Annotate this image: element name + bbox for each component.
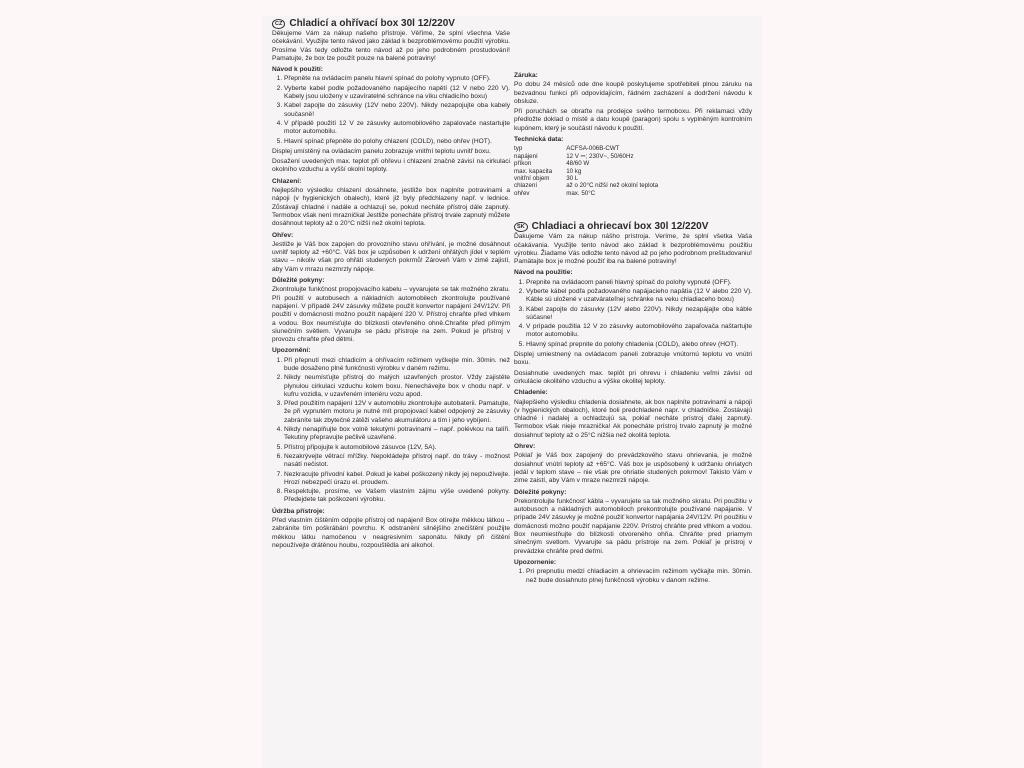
sk-usage-heading: Návod na použitie: bbox=[514, 269, 573, 277]
sk-title-text: Chladiaci a ohriecaví box 30l 12/220V bbox=[531, 221, 709, 233]
cz-max-text: Dosažení uvedených max. teplot při ohřevu i chlazení značně závisí na cirkulaci okolního vzduchu a vyšší okolní teploty. bbox=[272, 158, 510, 174]
list-item: 5. Hlavný spínač prepnite do polohy chladenia (COLD), alebo ohrev (HOT). bbox=[526, 341, 752, 349]
cz-cooling-text: Nejlepšího výsledku chlazení dosáhnete, jestliže box naplníte potravinami a nápoji (v hygienických obalech), které již byly předchlazeny např. v lednice. Zůstávají chladné i nadále a ochlazují se, pokud necháte přístroj dále zapnutý. Termobox však není mrazničkal Jestliže ponecháte přístroj trvale zapnutý můžete dosáhnout teploty až o 20°C nižší než okolní teplota. bbox=[272, 187, 510, 228]
list-item: 3. Kabel zapojte do zásuvky (12V nebo 220V). Nikdy nezapojujte oba kabely současně! bbox=[284, 102, 510, 119]
table-row bbox=[514, 168, 672, 175]
sk-max-text: Dosiahnutie uvedených max. teplôt pri ohrevu i chladeniu veľmi závisí od cirkulácie okolitého vzduchu a výške okolitej teploty. bbox=[514, 369, 752, 385]
sk-display-text: Displej umiestnený na ovládacom paneli zobrazuje vnútornú teplotu vo vnútri boxu. bbox=[514, 351, 752, 367]
column-right bbox=[514, 16, 752, 587]
spec-value: 30 L bbox=[566, 175, 579, 182]
spec-label: příkon bbox=[514, 160, 532, 168]
list-item: 1. Prepnite na ovládacom paneli hlavný spínač do polohy vypnuté (OFF). bbox=[526, 279, 752, 287]
table-row bbox=[514, 145, 672, 152]
cz-usage-list bbox=[272, 75, 510, 145]
sk-cooling-text: Najlepšieho výsledku chladenia dosiahnete, ak box naplníte potravinami a nápoji (v hygienických obaloch), ktoré boli predchladené napr. v chladničke. Zostávajú chladné i nadalej a ochladzujú sa, pokiaľ necháte prístroj ďalej zapnutý. Termobox však nieje mraznička! Ak ponecháte prístroj trvalo zapnutý je možné dosiahnuť teploty až o 25°C nižšia než okolitá teplota. bbox=[514, 398, 752, 439]
spec-value: 48/60 W bbox=[566, 160, 590, 168]
cz-flag-badge: CZ bbox=[272, 19, 285, 29]
table-row bbox=[514, 190, 672, 197]
sk-cooling-heading: Chladenie: bbox=[514, 389, 548, 397]
cz-title bbox=[272, 18, 510, 29]
cz-intro: Děkujeme Vám za nákup našeho přístroje. Věříme, že splní všechna Vaše očekávání. Využijte tento návod jako základ k bezproblémovému použití výrobku. Prosíme Vás tedy odložte tento návod až po jeho podrobném prostudování! Pamatujte, že box lze použít pouze na balené potraviny! bbox=[272, 30, 510, 62]
cz-usage-heading: Návod k použití: bbox=[272, 66, 323, 74]
cz-notes-heading: Důležité pokyny: bbox=[272, 277, 325, 285]
table-row bbox=[514, 175, 672, 182]
cz-heating-heading: Ohřev: bbox=[272, 231, 294, 239]
cz-cooling-heading: Chlazení: bbox=[272, 177, 302, 185]
cz-warn-heading: Upozornění: bbox=[272, 347, 311, 355]
column-cz bbox=[272, 16, 510, 552]
cz-display-text: Displej umístěný na ovládacím panelu zobrazuje vnitřní teplotu uvnitř boxu. bbox=[272, 147, 491, 155]
cz-maintenance-heading: Údržba přístroje: bbox=[272, 507, 325, 515]
cz-warranty-text-2: Při poruchách se obraťte na prodejce svého termoboxu. Při reklamaci vždy předložte doklad o místě a datu koupě (paragon) spolu s vyplněným kontrolním kupónem, který je součástí návodu k použití. bbox=[514, 108, 752, 132]
list-item: 8. Respektujte, prosíme, ve Vašem vlastním zájmu výše uvedené pokyny. Předejdete tak poškození výrobku. bbox=[284, 488, 510, 505]
list-item: 5. Hlavní spínač přepněte do polohy chlazení (COLD), nebo ohřev (HOT). bbox=[284, 138, 510, 146]
cz-tech-heading: Technická data: bbox=[514, 136, 564, 144]
list-item: 4. V prípade použitia 12 V zo zásuvky automobilového zapaľovača naštartujte motor automobilu. bbox=[526, 323, 752, 340]
list-item: 5. Přístroj připojujte k automobilové zásuvce (12V, 5A). bbox=[284, 444, 510, 452]
spec-label: ohřev bbox=[514, 189, 530, 197]
sk-heating-text: Pokiaľ je Váš box zapojený do prevádzkového stavu ohrievania, je možné dosiahnuť vnútri teploty až +65°C. Váš box je uspôsobený k udržaniu ohriatych jedál v teplom stave – nie však pre ohriatie studených pokrmov! Takisto Vám v zime zaistí, aby Vám v mraze nezmrzli nápoje. bbox=[514, 452, 752, 485]
sk-warn-heading: Upozornenie: bbox=[514, 558, 557, 566]
table-row bbox=[514, 153, 672, 160]
spec-value: 10 kg bbox=[566, 167, 582, 175]
sk-heating-heading: Ohrev: bbox=[514, 443, 536, 451]
sk-warn-list bbox=[514, 568, 752, 585]
spec-label: max. kapacita bbox=[514, 167, 553, 175]
list-item: 1. Pri prepnutiu medzi chladiacim a ohrievacím režimom vyčkajte min. 30min. než bude dosiahnuto plnej funkčnosti výrobku v danom režime. bbox=[526, 568, 752, 585]
list-item: 3. Kábel zapojte do zásuvky (12V alebo 220V). Nikdy nezapájajte oba káble súčasne! bbox=[526, 306, 752, 323]
sk-title bbox=[514, 221, 752, 232]
spec-value: max. 50°C bbox=[566, 189, 596, 197]
spec-value: až o 20°C nižší než okolní teplota bbox=[566, 182, 659, 190]
list-item: 2. Vyberte kábel podľa požadovaného napájacieho napätia (12 V alebo 220 V). Káble sú uložené v uzatvárateľnej schránke na veku chladiaceho boxu) bbox=[526, 288, 752, 305]
spec-value: ACFSA-006B-CWT bbox=[566, 145, 620, 153]
list-item: 1. Přepněte na ovládacím panelu hlavní spínač do polohy vypnuto (OFF). bbox=[284, 75, 510, 83]
spec-label: chlazení bbox=[514, 182, 538, 190]
spec-label: typ bbox=[514, 145, 523, 153]
cz-title-text: Chladicí a ohřívací box 30l 12/220V bbox=[289, 18, 455, 29]
list-item: 7. Nezkracujte přívodní kabel. Pokud je kabel poškozený nikdy jej nepoužívejte. Hrozí nebezpečí úrazu el. proudem. bbox=[284, 471, 510, 488]
list-item: 4. V případě použití 12 V ze zásuvky automobilového zapalovače nastartujte motor automobilu. bbox=[284, 120, 510, 137]
list-item: 2. Nikdy neumísťujte přístroj do malých uzavřených prostor. Vždy zajistěte plynulou cirkulaci vzduchu kolem boxu. Nenechávejte box v chodu např. v kufru vozidla, v uzavřeném interiéru vozu apod. bbox=[284, 374, 510, 399]
spec-label: vnitřní objem bbox=[514, 175, 550, 182]
sk-flag-badge: SK bbox=[514, 222, 528, 232]
cz-notes-text: Zkontrolujte funkčnost propojovacího kabelu – vyvarujete se tak možného zkratu. Při použití v autobusech a nákladních automobilech zkontrolujte používané napájení. V případě 24V zásuvky můžete použít konvertor napájení 24V/12V. Při použití v domácnosti možno použít napájení 220 V. Přístroj chraňte před vlhkem a vodou. Box neumísťujte do blízkosti otevřeného ohně.Chraňte před přímým slunečním světlem. Vyvarujte se pádu přístroje na zem. Pokud je přístroj v provozu chraňte před dětmi. bbox=[272, 286, 510, 344]
cz-warn-list bbox=[272, 357, 510, 505]
list-item: 6. Nezakrývejte větrací mřížky. Nepokládejte přístroj např. do trávy - možnost nasátí nečistot. bbox=[284, 453, 510, 470]
cz-warranty-heading: Záruka: bbox=[514, 72, 538, 79]
list-item: 3. Před použitím napájení 12V v automobilu zkontrolujte autobaterii. Pamatujte, že při vypnutém motoru je nutné mít propojovací kabel odpojený ze zásuvky zabráníte tak zbytečné zátěži vašeho akumulátoru a tím i jeho vybíjení. bbox=[284, 400, 510, 425]
manual-page bbox=[262, 16, 762, 768]
sk-intro: Ďakujeme Vám za nákup nášho prístroja. Veríme, že splní všetka Vaša očakávania. Využijte tento návod ako základ k bezproblémovému použitiu výrobku. Žiadame Vás odložte tento návod až po jeho podrobnom preštudovaniu! Pamätajte box je možné použiť iba na balené potraviny! bbox=[514, 233, 752, 266]
list-item: 2. Vyberte kabel podle požadovaného napájecího napětí (12 V nebo 220 V). Kabely jsou uloženy v uzavíratelné schránce na víku chladicího boxu) bbox=[284, 85, 510, 102]
tech-data-table bbox=[514, 145, 672, 197]
sk-notes-heading: Dôležité pokyny: bbox=[514, 488, 567, 496]
table-row bbox=[514, 182, 672, 189]
table-row bbox=[514, 160, 672, 167]
sk-usage-list bbox=[514, 279, 752, 349]
spec-value: 12 V ⎓; 230V~, 50/60Hz bbox=[566, 152, 634, 160]
list-item: 1. Při přepnutí mezi chladicím a ohřívacím režimem vyčkejte min. 30min. než bude dosaženo plné funkčnosti výrobku v daném režimu. bbox=[284, 357, 510, 374]
cz-heating-text: Jestliže je Váš box zapojen do provozního stavu ohřívání, je možné dosáhnout uvnitř teploty až +60°C. Váš box je uzpůsoben k udržení ohřátých jídel v teplém stavu – nikoliv však pro ohřátí studených pokrmů! Zároveň Vám v zimě zajistí, aby Vám v mrazu nezmrzly nápoje. bbox=[272, 240, 510, 273]
sk-notes-text: Prekontrolujte funkčnosť kábla – vyvarujete sa tak možného skratu. Pri použitiu v autobusoch a nákladných automobiloch prekontrolujte používané napájanie. V prípade 24V zásuvky je možné použiť konvertor napájania 24V/12V. Pri použitiu v domácnosti možno použiť napájanie 220V. Prístroj chráňte pred vlhkom a vodou. Box neumiestňujte do blízkosti otvoreného ohňa. Chráňte pred priamym slnečným svetlom. Vyvarujte sa pádu prístroje na zem. Pokiaľ je prístroj v prevádzke chráňte pred deťmi. bbox=[514, 497, 752, 555]
list-item: 4. Nikdy nenaplňujte box volně tekutými potravinami – např. polévkou na talíři. Tekutiny přepravujte pečlivě uzavřené. bbox=[284, 426, 510, 443]
cz-maintenance-text: Před vlastním čištěním odpojte přístroj od napájení! Box otírejte měkkou látkou – zabráníte tím poškrábání povrchu. K odstranění silnějšího znečištění použijte měkkou látku namočenou v neagresivním saponátu. Nikdy při čištění nepoužívejte drátěnou houbu, rozpouštědla ani alkohol. bbox=[272, 517, 510, 549]
cz-warranty-text: Po dobu 24 měsíců ode dne koupě poskytujeme spotřebiteli plnou záruku na bezvadnou funkci při odpovídajícím, řádném zacházení a dodržení návodu k obsluze. bbox=[514, 81, 752, 105]
spec-label: napájení bbox=[514, 152, 538, 160]
